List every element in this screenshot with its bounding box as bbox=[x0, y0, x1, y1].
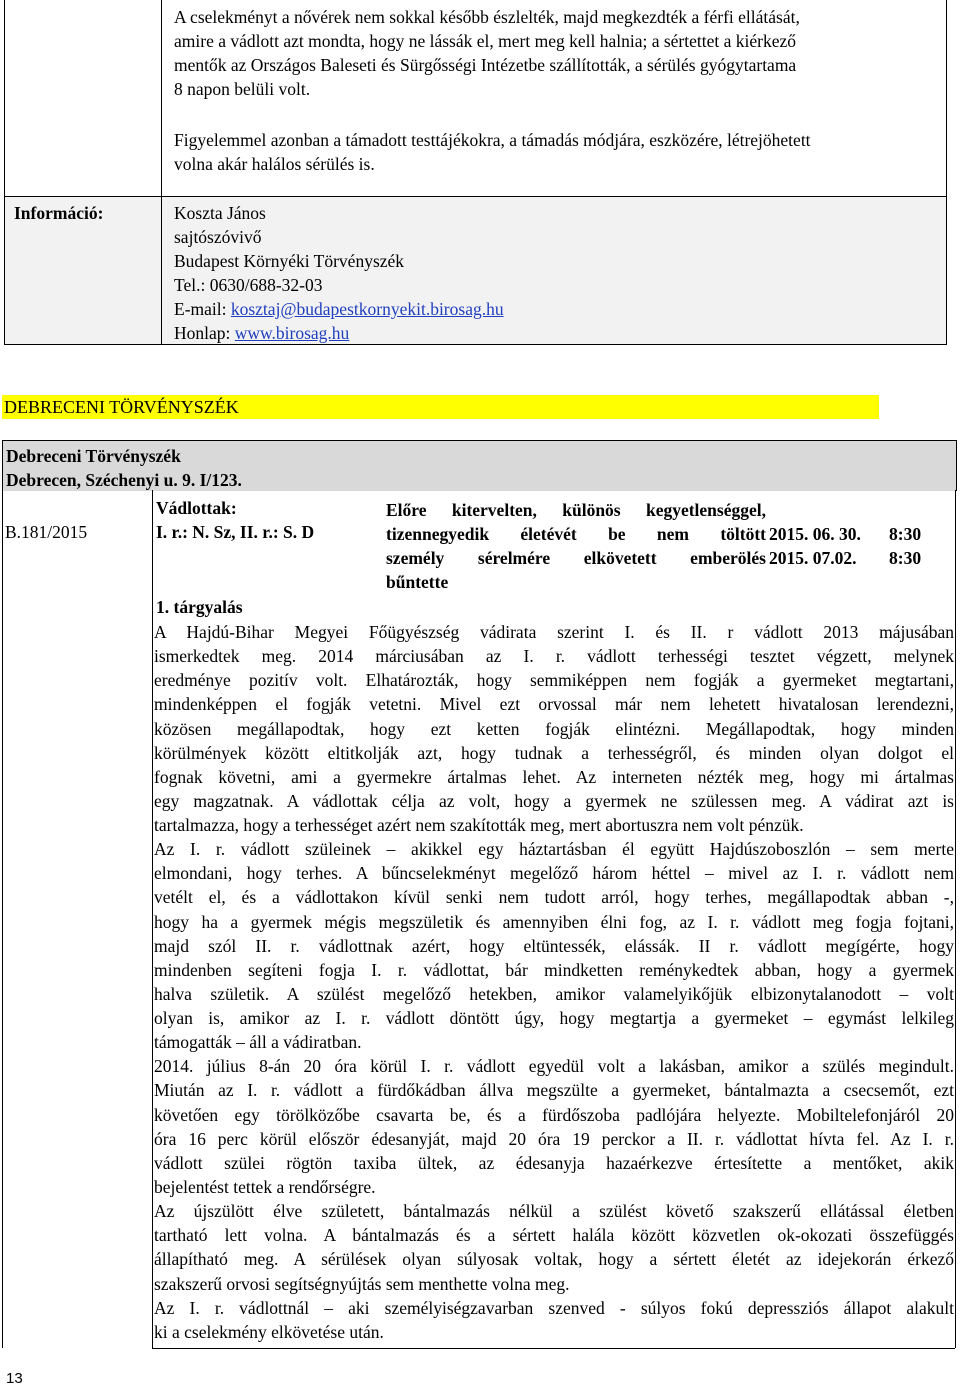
charge-line: Előre kitervelten, különös kegyetlenséggel, bbox=[386, 500, 766, 520]
case-number: B.181/2015 bbox=[5, 522, 88, 542]
charge-line: bűntette bbox=[386, 572, 449, 592]
body-line: A Hajdú-Bihar Megyei Főügyészség vádirata szerint I. és II. r vádlott 2013 májusában bbox=[154, 622, 954, 642]
body-line: követően egy törölközőbe csavarta be, és a fürdőszoba padlójára helyezte. Mobiltelefonjáról 20 bbox=[154, 1104, 954, 1125]
charge-line: tizennegyedik életévét be nem töltött bbox=[386, 524, 766, 544]
body-line: ismerkedtek meg. 2014 márciusában az I. r. vádlott terhességi tesztet végzett, melynek bbox=[154, 646, 954, 667]
paragraph-line: volna akár halálos sérülés is. bbox=[174, 154, 375, 174]
body-line: egy magzatnak. A vádlottak célja az volt, hogy a gyermek ne szülessen meg. A vádirat azt is bbox=[154, 790, 954, 811]
body-line: bejelentést tettek a rendőrségre. bbox=[154, 1176, 376, 1197]
paragraph-line: 8 napon belüli volt. bbox=[174, 79, 311, 99]
info-name: Koszta János bbox=[174, 203, 266, 223]
paragraph-line: amire a vádlott azt mondta, hogy ne lássák el, mert meg kell halnia; a sértettet a kiérkező bbox=[174, 31, 796, 51]
body-line: támogatták – áll a vádiratban. bbox=[154, 1032, 362, 1053]
body-line: mindenképpen el fogják vetetni. Mivel ezt orvossal már nem lehetett hivatalosan lerendezni, bbox=[154, 694, 954, 715]
info-row bbox=[5, 197, 946, 344]
body-line: körülmények között eltitkolják azt, hogy tudnak a terhességről, és minden olyan dolgot el bbox=[154, 742, 954, 763]
body-line: hogy ha a gyermek mégis megszületik és amennyiben élni fog, az I. r. vádlott meg fogja fojtani, bbox=[154, 911, 954, 932]
defendants-label: Vádlottak: bbox=[156, 498, 237, 518]
body-line: tartható lett volna. A bántalmazás és a sértett halála között közvetlen ok-okozati összefüggés bbox=[154, 1225, 954, 1246]
hearing-date-1: 2015. 06. 30. bbox=[769, 524, 861, 544]
paragraph-line: A cselekményt a nővérek nem sokkal később észlelték, majd megkezdték a férfi ellátását, bbox=[174, 7, 800, 27]
body-line: vádlott szülei rögtön taxiba ültek, az édesanyja hazaérkezve értesítette a mentőket, akik bbox=[154, 1152, 954, 1173]
case-left-border bbox=[2, 490, 3, 1348]
body-line: majd szól II. r. vádlottnak azért, hogy eltüntessék, elássák. II r. vádlott megígérte, hogy bbox=[154, 935, 954, 956]
info-web-line bbox=[174, 321, 349, 345]
body-line: szakszerű orvosi segítségnyújtás sem menthette volna meg. bbox=[154, 1273, 570, 1294]
hearing-label: 1. tárgyalás bbox=[156, 597, 243, 617]
info-email-line bbox=[174, 297, 504, 321]
case-right-border bbox=[955, 490, 956, 1348]
paragraph-line: Figyelemmel azonban a támadott testtájékokra, a támadás módjára, eszközére, létrejöhetett bbox=[174, 130, 811, 150]
defendants: I. r.: N. Sz, II. r.: S. D bbox=[156, 522, 315, 542]
info-tel: Tel.: 0630/688-32-03 bbox=[174, 275, 323, 295]
body-line: tartalmazza, hogy a terhességet azért nem szakították meg, mert abortuszra nem volt pénzük. bbox=[154, 815, 804, 836]
body-line: közösen megállapodtak, hogy ezt ketten fogják elintézni. Megállapodtak, hogy minden bbox=[154, 718, 954, 739]
court-address: Debrecen, Széchenyi u. 9. I/123. bbox=[6, 470, 242, 490]
court-name: Debreceni Törvényszék bbox=[6, 446, 181, 466]
body-line: Az I. r. vádlott szüleinek – akikkel egy háztartásban él együtt Hajdúszoboszlón – sem merte bbox=[154, 839, 954, 860]
body-line: Miután az I. r. vádlott a fürdőkádban állva megszülte a gyermeket, bántalmazta a csecsemőt, ezt bbox=[154, 1080, 954, 1101]
hearing-time-2: 8:30 bbox=[889, 548, 922, 568]
top-left-cell bbox=[5, 0, 162, 196]
info-label: Információ: bbox=[14, 203, 104, 223]
section-title: DEBRECENI TÖRVÉNYSZÉK bbox=[4, 397, 239, 417]
case-bottom-border bbox=[152, 1348, 955, 1349]
body-line: fognak követni, ami a gyermekre ártalmas lehet. Az interneten nézték meg, hogy mi ártalmas bbox=[154, 766, 954, 787]
hearing-time-1: 8:30 bbox=[889, 524, 922, 544]
info-web-link[interactable]: www.birosag.hu bbox=[234, 323, 350, 343]
info-role: sajtószóvivő bbox=[174, 227, 262, 247]
body-line: Az I. r. vádlottnál – aki személyiségzavarban szenved - súlyos fokú depressziós állapot alakult bbox=[154, 1297, 954, 1318]
case-col-divider bbox=[152, 490, 153, 1348]
body-line: halva születik. A szülést megelőző hetekben, amikor valamelyikőjük elbizonytalanodott – volt bbox=[154, 983, 954, 1004]
info-email-link[interactable]: kosztaj@budapestkornyekit.birosag.hu bbox=[230, 299, 504, 319]
charge-line: személy sérelmére elkövetett emberölés bbox=[386, 548, 766, 568]
body-line: mindenben segíteni fogja I. r. vádlottat, bár mindketten reménykedtek abban, hogy a gyermek bbox=[154, 959, 954, 980]
body-line: eredménye pozitív volt. Elhatározták, hogy semmiképpen nem fogják a gyermeket megtartani, bbox=[154, 670, 954, 691]
info-web-label: Honlap: bbox=[174, 323, 235, 343]
info-org: Budapest Környéki Törvényszék bbox=[174, 251, 405, 271]
body-line: ki a cselekmény elkövetése után. bbox=[154, 1321, 384, 1342]
body-line: állapítható meg. A sérülések olyan súlyosak voltak, hogy a sértett életét az idejekorán érkező bbox=[154, 1249, 954, 1270]
page-number: 13 bbox=[6, 1370, 23, 1387]
hearing-date-2: 2015. 07.02. bbox=[769, 548, 857, 568]
body-line: olyan is, amikor az I. r. vádlott döntött úgy, hogy megtartja a gyermeket – egymást lelkileg bbox=[154, 1008, 954, 1029]
body-line: Az újszülött élve született, bántalmazás nélkül a szülést követő szakszerű ellátással életben bbox=[154, 1201, 954, 1222]
paragraph-line: mentők az Országos Baleseti és Sürgősségi Intézetbe szállították, a sérülés gyógytartama bbox=[174, 55, 797, 75]
body-line: elmondani, hogy terhes. A bűncselekményt megelőző három héttel – mivel az I. r. vádlott nem bbox=[154, 863, 954, 884]
info-email-label: E-mail: bbox=[174, 299, 231, 319]
body-line: vetélt el, és a vádlottakon kívül senki nem tudott arról, hogy terhes, megállapodtak abban -, bbox=[154, 887, 954, 908]
body-line: óra 16 perc körül először édesanyját, majd 20 óra 19 perckor a II. r. vádlottat hívta fel. Az I. r. bbox=[154, 1128, 954, 1149]
body-line: 2014. július 8-án 20 óra körül I. r. vádlott egyedül volt a lakásban, amikor a szülés megindult. bbox=[154, 1056, 954, 1077]
